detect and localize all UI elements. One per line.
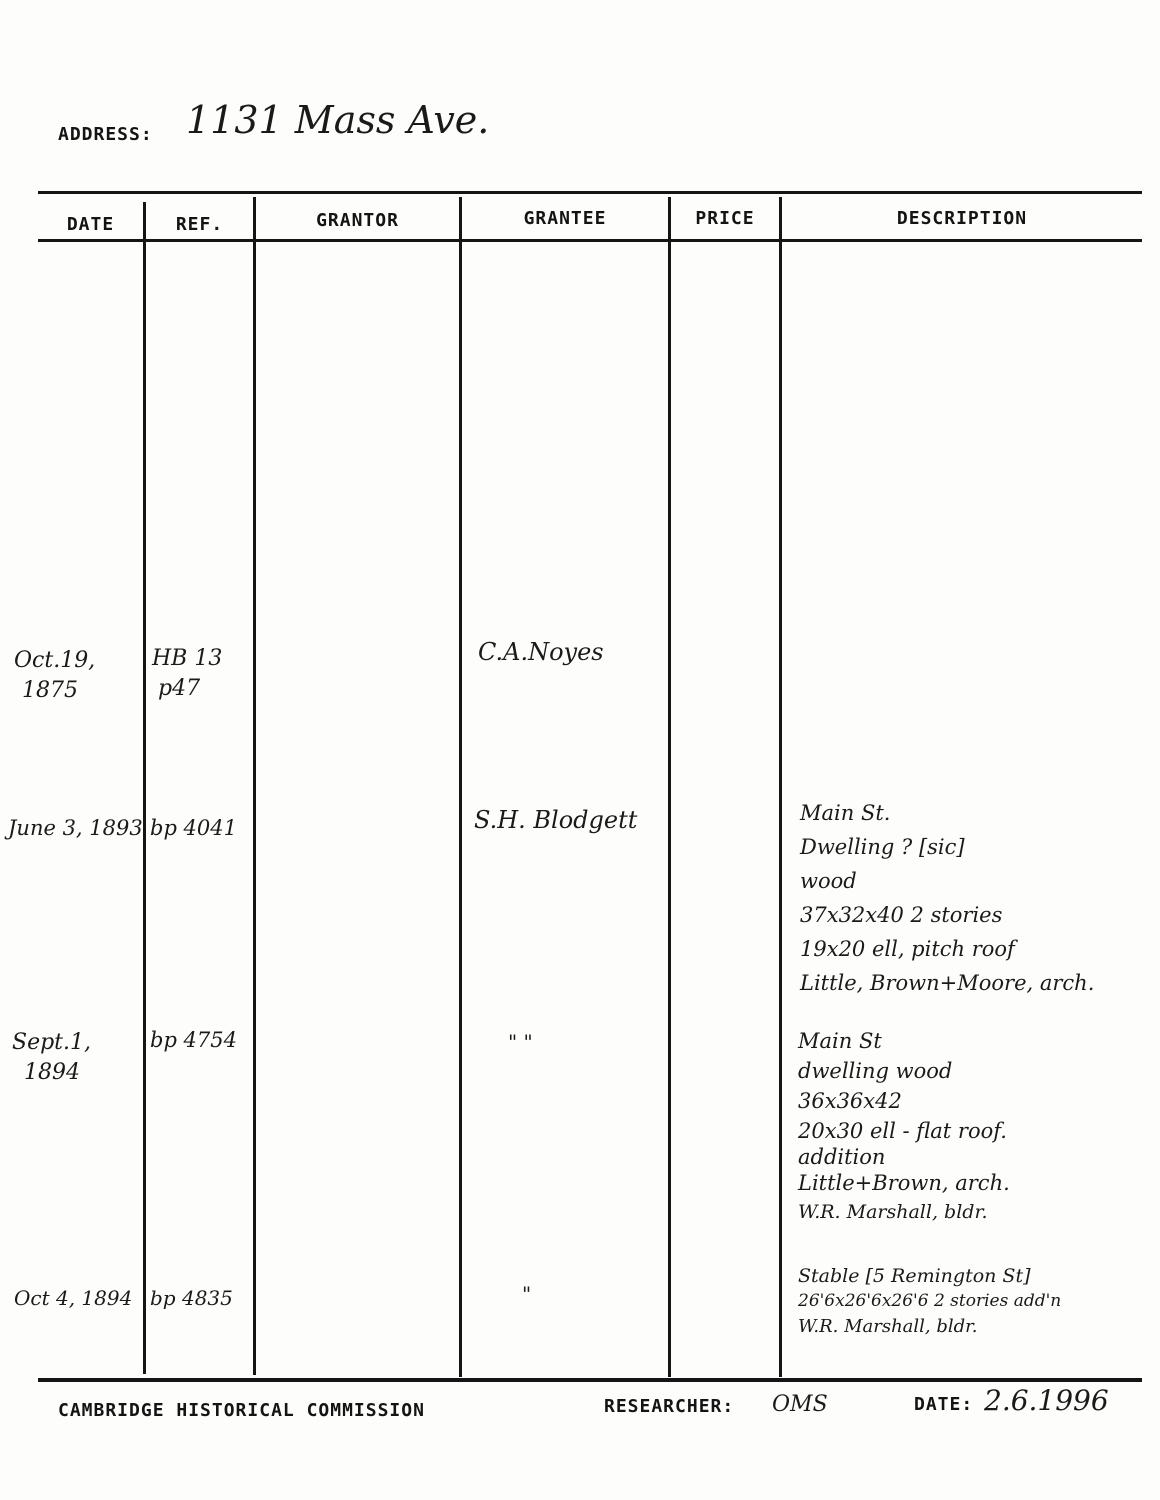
column-header-grantor: GRANTOR xyxy=(316,210,399,231)
date-cell: Oct 4, 1894 xyxy=(14,1286,133,1310)
date-label: DATE: xyxy=(914,1394,974,1415)
footer-organization: CAMBRIDGE HISTORICAL COMMISSION xyxy=(58,1400,425,1421)
column-header-grantee: GRANTEE xyxy=(523,208,607,229)
grantee-cell: S.H. Blodgett xyxy=(474,806,638,834)
table-top-rule xyxy=(38,191,1142,194)
ref-cell: bp 4835 xyxy=(150,1286,233,1310)
researcher-label: RESEARCHER: xyxy=(604,1396,735,1417)
ref-cell: bp 4754 xyxy=(150,1028,238,1052)
column-header-description: DESCRIPTION xyxy=(896,208,1028,229)
table-header-rule xyxy=(38,239,1142,242)
column-divider xyxy=(668,197,671,1377)
column-divider xyxy=(779,197,782,1377)
description-cell: Stable [5 Remington St] 26'6x26'6x26'6 2 stories add'n W.R. Marshall, bldr. xyxy=(798,1265,1062,1337)
date-value: 2.6.1996 xyxy=(984,1384,1109,1417)
table-bottom-rule xyxy=(38,1378,1142,1382)
column-divider xyxy=(253,197,256,1375)
column-divider xyxy=(459,197,462,1377)
grantee-cell: " " xyxy=(508,1030,533,1054)
description-cell: Main St. Dwelling ? [sic] wood 37x32x40 2 stories 19x20 ell, pitch roof Little, Brown+Moore, arch. xyxy=(800,801,1095,995)
ref-cell: HB 13 p47 xyxy=(152,646,223,701)
description-cell: Main St dwelling wood 36x36x42 20x30 ell - flat roof. addition Little+Brown, arch. W.R. Marshall, bldr. xyxy=(798,1029,1010,1223)
address-value: 1131 Mass Ave. xyxy=(186,98,490,142)
grantee-cell: " xyxy=(522,1282,532,1306)
date-cell: Oct.19, 1875 xyxy=(14,648,96,703)
researcher-value: OMS xyxy=(772,1392,828,1417)
date-cell: June 3, 1893 xyxy=(8,816,143,840)
grantee-cell: C.A.Noyes xyxy=(478,638,604,666)
date-cell: Sept.1, 1894 xyxy=(12,1030,91,1085)
ref-cell: bp 4041 xyxy=(150,816,238,840)
address-label: ADDRESS: xyxy=(58,124,153,145)
column-header-price: PRICE xyxy=(695,208,755,229)
column-header-ref: REF. xyxy=(175,214,224,235)
column-header-date: DATE xyxy=(66,214,115,235)
column-divider xyxy=(143,202,146,1374)
